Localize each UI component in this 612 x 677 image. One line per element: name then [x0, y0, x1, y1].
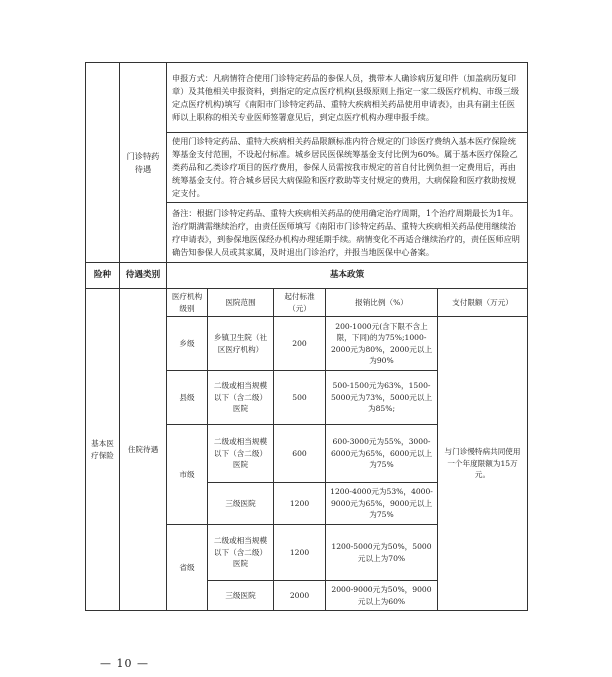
table-row-scope: 二级或相当规模以下（含二级）医院 [208, 371, 274, 425]
table-row-scope: 二级或相当规模以下（含二级）医院 [208, 525, 274, 581]
col-level: 医疗机构级别 [167, 289, 208, 317]
header-policy: 基本政策 [167, 263, 528, 289]
table-row-scope: 二级或相当规模以下（含二级）医院 [208, 425, 274, 483]
header-category: 待遇类别 [120, 263, 167, 289]
col-deductible: 起付标准（元） [274, 289, 326, 317]
table-row-ratio: 1200-5000元为50%，5000元以上为70% [326, 525, 438, 581]
reimbursement-rules-text: 使用门诊特定药品、重特大疾病相关药品限额标准内符合规定的门诊医疗费纳入基本医疗保险统筹基金支付范围，不设起付标准。城乡居民医保统筹基金支付比例为60%。属于基本医疗保险乙类药品和乙类诊疗项目的医疗费用，参保人员需按我市规定的首自付比例负担一定费用后，再由统筹基金支付。符合城乡居民大病保险和医疗救助等支付规定的费用，大病保险和医疗救助按规定支付。 [167, 133, 528, 203]
table-row-deductible: 600 [274, 425, 326, 483]
insurance-name: 基本医疗保险 [86, 289, 120, 611]
col-scope: 医院范围 [208, 289, 274, 317]
table-row-level: 乡级 [167, 317, 208, 371]
col-limit: 支付限额（万元） [438, 289, 528, 317]
payment-limit: 与门诊慢特病共同使用一个年度限额为15万元。 [438, 317, 528, 611]
table-row-ratio: 200-1000元(含下限不含上限，下同)的为75%;1000-2000元为80%，2000元以上为90% [326, 317, 438, 371]
table-row-ratio: 600-3000元为55%，3000-6000元为65%，6000元以上为75% [326, 425, 438, 483]
table-row-deductible: 1200 [274, 483, 326, 525]
table-row-level: 市级 [167, 425, 208, 525]
table-row-ratio: 500-1500元为63%，1500-5000元为73%，5000元以上为85%; [326, 371, 438, 425]
table-row-level: 县级 [167, 371, 208, 425]
page-number: — 10 — [100, 657, 149, 670]
table-row-deductible: 1200 [274, 525, 326, 581]
table-row-scope: 乡镇卫生院（社区医疗机构） [208, 317, 274, 371]
top-insurance-cell [86, 63, 120, 263]
inpatient-category: 住院待遇 [120, 289, 167, 611]
remarks-text: 备注：根据门诊特定药品、重特大疾病相关药品的使用确定治疗周期，1个治疗周期最长为1年。治疗期满需继续治疗，由责任医师填写《南阳市门诊特定药品、重特大疾病相关药品使用继续治疗申请表》，到参保地医保经办机构办理延期手续。病情变化不再适合继续治疗的，责任医师应明确告知参保人员或其家属，及时退出门诊治疗，并报当地医保中心备案。 [167, 203, 528, 263]
header-insurance: 险种 [86, 263, 120, 289]
col-ratio: 报销比例（%） [326, 289, 438, 317]
application-method-text: 申报方式：凡病情符合使用门诊特定药品的参保人员，携带本人确诊病历复印件（加盖病历复印章）及其他相关申报资料，到指定的定点医疗机构(县级原则上指定一家二级医疗机构、市级三级定点医疗机构)填写《南阳市门诊特定药品、重特大疾病相关药品使用申请表》，由具有副主任医师以上职称的相关专业医师签署意见后，到定点医疗机构办理申报手续。 [167, 63, 528, 133]
policy-table [85, 62, 528, 611]
table-row-ratio: 2000-9000元为50%，9000元以上为60% [326, 581, 438, 611]
outpatient-drug-category: 门诊特药待遇 [120, 63, 167, 263]
table-row-level: 省级 [167, 525, 208, 611]
table-row-scope: 三级医院 [208, 581, 274, 611]
table-row-deductible: 2000 [274, 581, 326, 611]
table-row-deductible: 500 [274, 371, 326, 425]
table-row-deductible: 200 [274, 317, 326, 371]
table-row-ratio: 1200-4000元为53%，4000-9000元为65%，9000元以上为75% [326, 483, 438, 525]
table-row-scope: 三级医院 [208, 483, 274, 525]
